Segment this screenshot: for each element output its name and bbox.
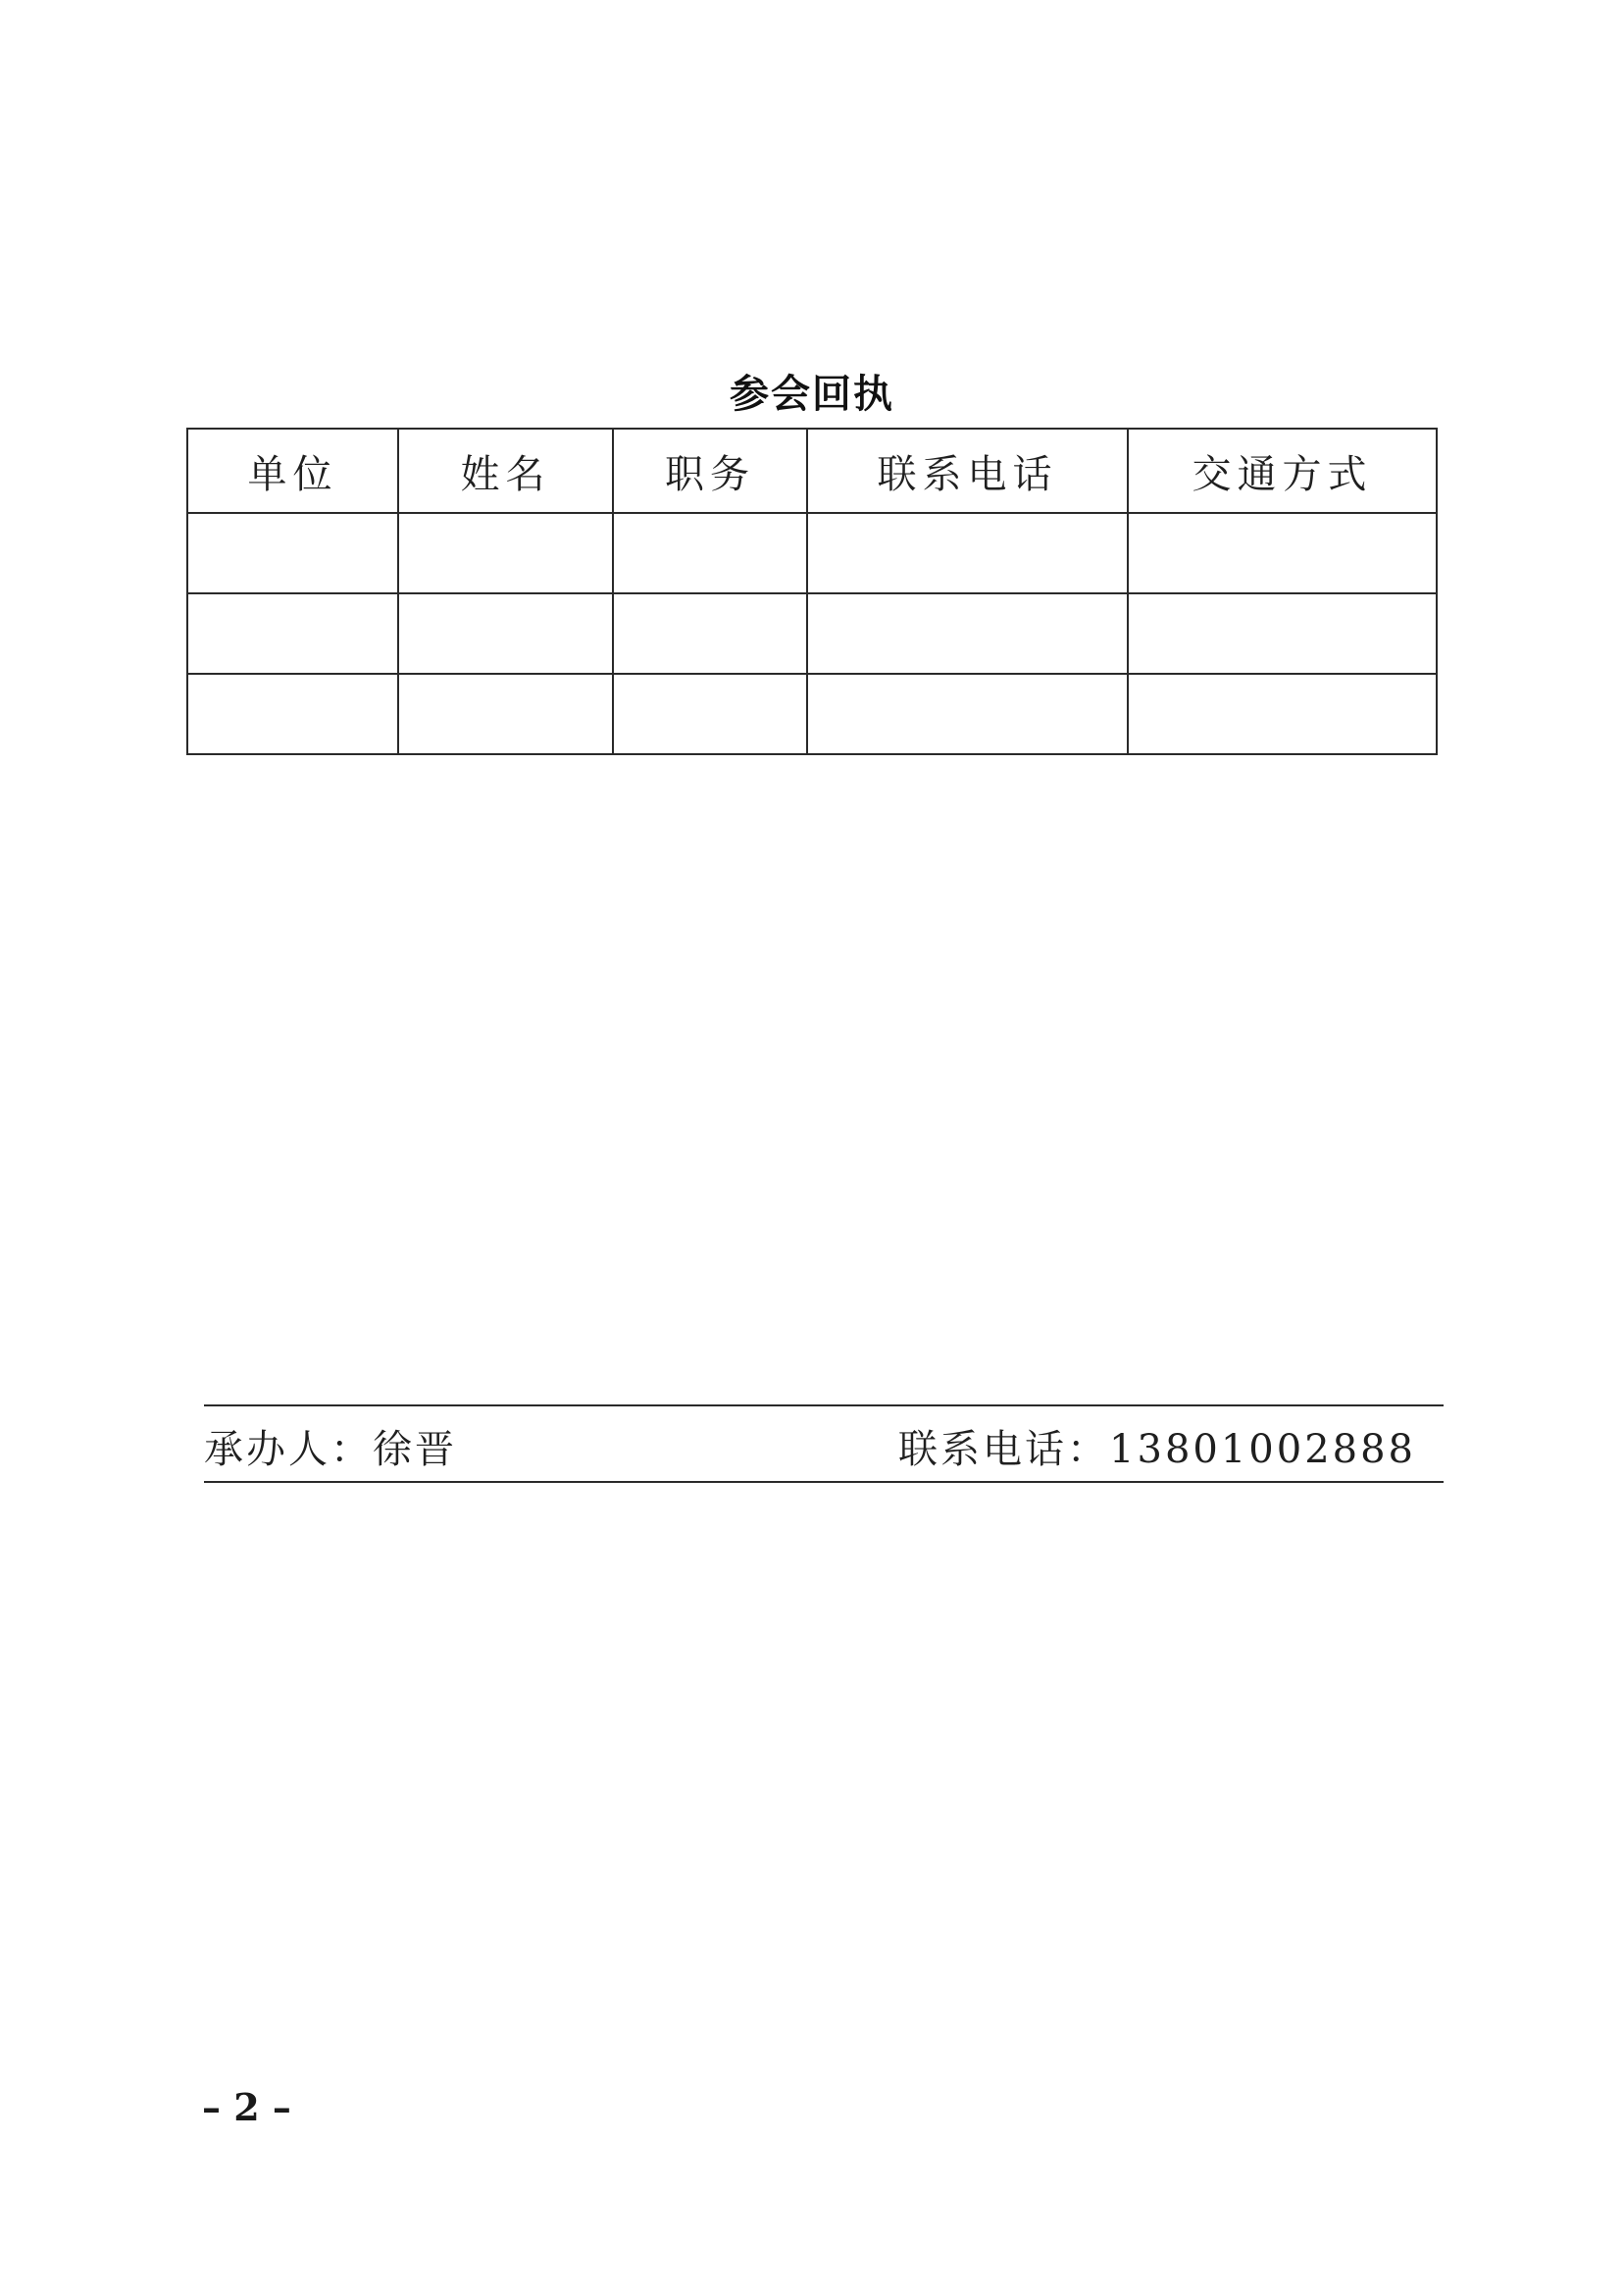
table-row [187, 593, 1437, 674]
table-cell [807, 674, 1128, 754]
table-cell [613, 674, 807, 754]
header-position: 职务 [613, 429, 807, 513]
page-number: – 2 – [202, 2085, 291, 2129]
table-cell [1128, 513, 1437, 593]
header-unit: 单位 [187, 429, 398, 513]
handler-line [204, 1418, 457, 1474]
handler-name: 徐晋 [373, 1427, 457, 1472]
contact-phone-line [898, 1418, 1416, 1474]
footer-top-rule [204, 1404, 1444, 1406]
phone-label: 联系电话： [898, 1427, 1110, 1472]
table-cell [398, 593, 613, 674]
table-cell [1128, 674, 1437, 754]
table-cell [187, 513, 398, 593]
table-cell [187, 674, 398, 754]
table-row [187, 674, 1437, 754]
handler-label: 承办人： [204, 1427, 373, 1472]
table-cell [613, 513, 807, 593]
header-transport: 交通方式 [1128, 429, 1437, 513]
receipt-table [186, 428, 1438, 755]
table-row [187, 513, 1437, 593]
document-title: 参会回执 [730, 372, 894, 417]
footer-bottom-rule [204, 1481, 1444, 1483]
phone-value: 13801002888 [1109, 1427, 1416, 1472]
header-phone: 联系电话 [807, 429, 1128, 513]
table-cell [398, 674, 613, 754]
table-cell [398, 513, 613, 593]
table-cell [1128, 593, 1437, 674]
table-cell [613, 593, 807, 674]
header-name: 姓名 [398, 429, 613, 513]
table-header-row [187, 429, 1437, 513]
table-cell [187, 593, 398, 674]
table-cell [807, 513, 1128, 593]
table-cell [807, 593, 1128, 674]
